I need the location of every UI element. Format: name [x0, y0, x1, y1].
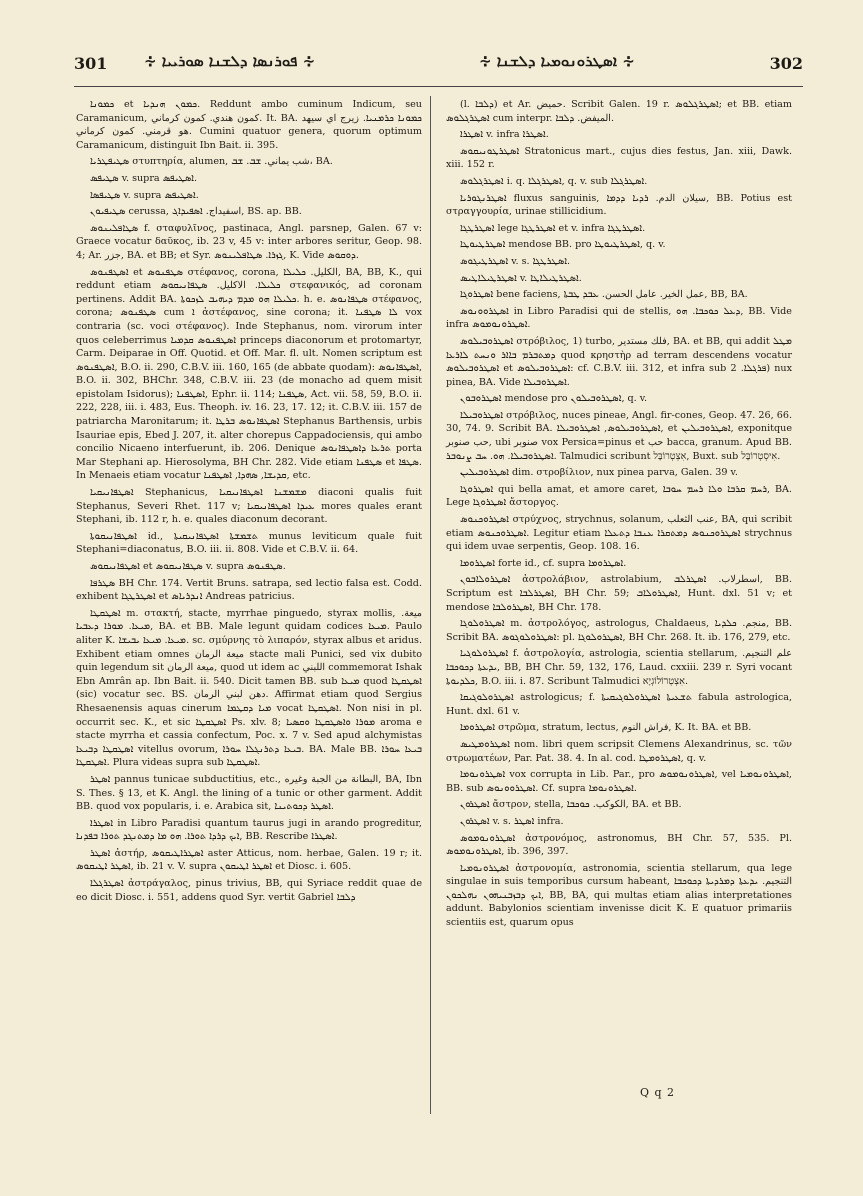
header-rule: [74, 86, 803, 87]
dictionary-entry: ܐܣܛܪܘܒܝܠܐ στρόβιλος, nuces pineae, Angl. fir-cones, Geop. 47. 26, 66. 30, 74. 9. Scribit BA. ܐܣܛܪܘܒܝܠܘܣ, ܐܣܛܪܘܒܝܠܐ, et ܐܣܛܪܘܒܝܠܝܢ, exponitque حب صنوبر, ubi صنوبر vox Persica=pinus et حب bacca, granum. Apud BB. ܐܣܛܪܘܒܝܠܐ. ܗܘ. ܚܒ ܨܢܘܒܪ. Talmudici scribunt אִצְטְרוֹבָּל, Buxt. sub אִיסְטְרוֹבָּל.: [446, 409, 792, 462]
left-page-number: 301: [74, 54, 108, 73]
dictionary-entry: ܐܣܛܪܐ v. infra ܐܣܛܪܐ.: [460, 129, 549, 141]
dictionary-entry: ܐܣܛܪܘܓܐ qui bella amat, et amore caret, ܪܚܡ ܩܪܒܐ ܘܠܐ ܪܚܡ ܚܘܒܐ, BA. Lege ܐܣܛܪܘܓܐ ἄστοργος.: [446, 483, 792, 509]
dictionary-entry: ܣܛܝܦܣ v. supra ܐܣܛܝܦܣ.: [90, 172, 198, 184]
dictionary-entry: ܣܛܐܦܠܝܢܘܣ f. σταφυλῖνος, pastinaca, Angl. parsnep, Galen. 67 v: Graece vocatur δαῦκος, ib. 23 v, 45 v: inter arbores seritur, Geop. 98. 4; Ar. جزر, BA. et BB; et Syr. ܓܙܪܐ. ܣܛܐܦܠܝܢܘܣ, K. Vide ܕܘܩܘܣ.: [76, 222, 422, 261]
dictionary-entry: ܐܣܛܦܐܢܝܩܘܣ et ܣܛܦܐܢܝܩܘܣ v. supra ܣܛܦܢܘܣ.: [90, 561, 286, 572]
dictionary-entry: ܐܣܛܪܘܢܘܡܘܣ ἀστρονόμος, astronomus, BH Chr. 57, 535. Pl. ܐܣܛܪܘܢܘܡܘܣ, ib. 396, 397.: [446, 832, 792, 858]
dictionary-entry: ܐܣܛܪܘܡܐ στρῶμα, stratum, lectus, فراش النوم, K. It. BA. et BB.: [460, 722, 752, 734]
dictionary-entry: ܐܣܛܪܘܡܐ forte id., cf. supra ܐܣܛܪܘܡܐ.: [460, 557, 627, 569]
dictionary-entry: ܐܣܛܦܢܘܣ et ܣܛܦܢܘܣ στέφανος, corona, الكليل. ܟܠܝܠܐ, BA, BB, K., qui reddunt etiam ܟܠܝܠܐ. الاكليل. ܣܛܦܐܢܝܩܘܣ στεφανικός, ad coronam pertinens. Addit BA. ܟܠܝܠܐ ܗܘ ܡܕܡ ܕܝܗܝܒ ܠܙܟܘܬܐ. h. e. ܣܛܦܐܢܘܣ στέφανος, corona; ܣܛܦܢܘܣ cum ܐ ἀστέφανος, sine corona; it. ܠܐ ܣܛܦܢܐ vox contraria (sc. voci στέφανος). Inde Stephanus, nom. virorum inter quos celeberrimus ܐܣܛܦܢܘܣ ܩܕܡܝܐ princeps diaconorum et protomartyr, Carm. Deiparae in Off. Quotid. et Off. Mar. fl. ult. Nomen scriptum est ܐܣܛܦܢܘܣ, B.O. ii. 290, C.B.V. iii. 160, 165 (de abbate quodam): ܐܣܛܦܐܢܘܣ, B.O. ii. 302, BHChr. 348, C.B.V. iii. 23 (de monacho ad quem misit epistolam Isidorus); ܐܣܛܦܢܐ, Ephr. ii. 114; ܣܛܦܢܐ, Act. vii. 58, 59, B.O. ii. 222, 228, iii. i. 483, Eus. Theoph. iv. 16. 23, 17. 12; it. C.B.V. iii. 157 de patriarcha Maronitarum; it. ܐܣܛܦܐܢܘܣ ܒܪܛܐ Stephanus Barthensis, urbis Isauriae epis, Ebed J. 207, it. alter chorepus Cappadociensis, qui ambo concilio Nicaeno interfuerunt, ib. 206. Denique ܬܪܥܐ ܕܐܣܛܦܐܢܘܣ porta Mar Stephani ap. Hierosolyma, BH Chr. 282. Vide etiam ܣܛܦܢܐ et ܣܛܦܐ. In Menaeis etiam vocatur ܩܕܝܫܐ, ܣܗܕܐ, ܐܣܛܦܢܐ, etc.: [76, 266, 423, 482]
dictionary-entry: ܐܣܛܩܛܐ m. στακτή, stacte, myrrhae pinguedo, styrax mollis, ميعة. ܡܝܥܐ. ܡܘܪܐ ܕܥܒܝܐ, BA. et BB. Male legunt quidam codices ܡܝܥܐ. Paulo aliter K. ܡܝܥܐ. ܡܝܥܐ ܝܒܝܫܐ. sc. σμύρνης τὸ λιπαρόν, styrax albus et aridus. Exhibent etiam omnes ميعة الرمان stacte mali Punici, sed vix dubito quin legendum sit ميعة الرمان, quod ut idem ac اللبني commemorat Ishak Ebn Amrân ap. Ibn Bait. ii. 540. Dicit tamen BB. sub ܡܝܥܐ quod ܐܣܛܩܛܐ (sic) vocatur sec. BS. دهن لبني الرمان. Affirmat etiam quod Sergius Rhesaenensis aquas cinerum ܡܝܐ ܕܩܛܡܐ vocat ܐܣܛܩܛܐ. Non nisi in pl. occurrit sec. K., et sic ܐܣܛܩܛܐ Ps. xlv. 8; ܡܘܪܐ ܘܐܣܛܩܛܐ ܘܩܣܝܐ aroma e stacte myrrha et cassia confectum, Poc. x. 7 v. Sed apud alchymistas ܐܣܛܩܛܐ ܕܒܝܥܐ vitellus ovorum, ܒܝܥܐ ܕܬܪܢܓܠܐ ܚܘܪܐ. BA. Male BB. ܒܝܥܐ ܚܘܪܐ ܐܣܛܩܛܐ. Plura videas supra sub ܐܣܛܩܛܐ.: [76, 607, 423, 769]
dictionary-entry: ܐܣܛܪܘܠܘܓܐ m. ἀστρολόγος, astrologus, Chaldaeus, منجم. ܟܠܕܝܐ, BB. Scribit BA. ܐܣܛܪܘܠܘܓܘܣ: pl. ܐܣܛܪܘܠܘܓܐ, BH Chr. 268. It. ib. 176, 279, etc.: [446, 618, 793, 643]
dictionary-entry: ܐܣܛܪܛܘܢܝܩܘܣ Stratonicus mart., cujus dies festus, Jan. xiii, Dawk. xiii. 152 r.: [446, 145, 792, 171]
dictionary-entry: ܐܣܛܪܘܢ v. s. ܐܣܛܪ infra.: [460, 815, 564, 827]
dictionary-entry: ܣܛܝܦܛܪܝܐ στυπτηρία, alumen, شب يماني. ܫܒ. ܫܒ، BA.: [90, 156, 333, 168]
dictionary-entry: ܐܣܛܪܘܢܘܡܝܐ ἀστρονομία, astronomia, scientia stellarum, qua lege singulae in suis temporibus cursum habeant, التنجيم. ܝܕܥܬܐ ܕܡܪܕܝܬܐ ܕܟܘܟܒܐ ܐܝܟ ܕܒܙܒܢܝܗܘܢ ܢܗܠܟܘܢ, BB, BA, qui multas etiam alias interpretationes addunt. Babylonios scientiam invenisse dicit K. E quatuor primariis scientiis est, quarum opus: [446, 862, 792, 929]
dictionary-entry: ܣܛܪܦܐ BH Chr. 174. Vertit Bruns. satrapa, sed lectio falsa est. Codd. exhibent ܐܣܛܪܛܓܐ et ܐܢܕܪܝܐܣ Andreas patricius.: [76, 577, 422, 603]
dictionary-entry: ܐܣܛܪܘܘܢܘܣ in Libro Paradisi qui de stellis, ܕܥܠ ܟܘܟܒܐ. ܗܘ, BB. Vide infra ܐܣܛܪܘܢܘܡܘܣ.: [446, 305, 792, 331]
dictionary-entry: ܐܣܛܪܓܠܘܣ i. q. ܐܣܛܪܓܠܐ, q. v. sub ܐܣܛܪܓܠܐ.: [460, 175, 648, 187]
dictionary-entry: ܐܣܛܪܘܠܘܓܝܐ f. ἀστρολογία, astrologia, scientia stellarum, علم التنجيم. ܝܕܥܬܐ ܕܟܘܟܒܐ, BB, BH Chr. 59, 132, 176, Laud. cxxiii. 239 r. Syri vocant ܟܠܕܝܘܬܐ, B.O. iii. i. 87. Scribunt Talmudici אִצְטְרוֹלוֹגְיָא.: [446, 648, 793, 687]
dictionary-entry: ܐܣܛܪ ἀστήρ, ܐܣܛܪܐܛܝܩܘܣ aster Atticus, nom. herbae, Galen. 19 r; it. ܐܣܛܪ ܐܛܝܩܘܣ, ib. 21 v. V. supra ܐܣܛܪ ܐܛܝܩܘܢ et Diosc. i. 605.: [76, 847, 422, 873]
dictionary-entry: ܐܣܛܪܘܒܝܠܝܢ dim. στροβίλιον, nux pinea parva, Galen. 39 v.: [460, 467, 738, 479]
dictionary-entry: ܐܣܛܪܘܟܢܘܣ στρύχνος, strychnus, solanum, عنب الثعلب, BA, qui scribit etiam ܐܣܛܪܘܟܢܘܣ. Legitur etiam ܐܣܛܪܘܟܢܘܣ ܕܡܬܩܪܐ ܥܢܒܐ ܕܬܥܠܐ strychnus qui idem uvae serpentis, Geop. 108. 16.: [446, 514, 793, 553]
dictionary-entry: ܐܣܛܪܘܒܘܢ mendose pro ܐܣܛܪܘܒܝܠܘܢ, q. v.: [460, 393, 648, 405]
dictionary-entry: ܣܛܝܦܝܘܢ cerussa, اسفيداج. ܐܣܦܝܕܐܓ, BS. ap. BB.: [90, 206, 302, 218]
dictionary-entry: (l. ܕܠܒܐ) et Ar. حميض. Scribit Galen. 19 r. ܐܣܛܪܓܠܘܣ; et BB. etiam ܐܣܛܪܓܠܘܣ cum interpr. الميفض. ܕܠܒܐ.: [446, 99, 792, 124]
column-divider: [430, 96, 431, 1114]
dictionary-entry: ܐܣܛܪܘܡܛܝܣ nom. libri quem scripsit Clemens Alexandrinus, sc. τῶν στρωματέων, Par. Pat. 38. 4. In al. cod. ܐܣܛܪܘܡܛܐ, q. v.: [446, 738, 792, 764]
dictionary-entry: ܐܣܛܪܛܓܐ lege ܐܣܛܪܛܓܐ et v. infra ܐܣܛܪܛܓܐ.: [460, 222, 646, 234]
dictionary-entry: ܐܣܛܪܛܝܠܐܛܝܣ v. ܐܣܛܪܛܝܠܐܛܐ.: [460, 272, 582, 284]
dictionary-entry: ܐܣܛܪܛܝܓܘܣ v. s. ܐܣܛܪܛܓܐ.: [460, 255, 571, 267]
right-page-number: 302: [769, 54, 803, 73]
dictionary-entry: ܐܣܛܪܓܠܐ ἀστράγαλος, pinus trivius, BB, qui Syriace reddit quae de eo dicit Diosc. i. 551, addens quod Syr. vertit Gabriel ܕܠܒܐ: [76, 878, 422, 903]
dictionary-entry: ܐܣܛܪܘܒܝܠܘܣ στρόβιλος, 1) turbo, فلك مستدير, BA. et BB, qui addit ܡܛܠ ܕܡܬܒܪܡ ܒܐܐܪ ܘܢܚܬ ܠܐܪܥܐ quod κρηστὴρ ad terram descendens vocatur ܐܣܛܪܘܒܝܠܘܣ et ܐܣܛܪܘܒܝܠܘܣ: cf. C.B.V. iii. 312, et infra sub ܦܪܓܠܐ. 2) nux pinea, BA. Vide ܐܣܛܪܘܒܝܠܐ.: [446, 335, 792, 388]
dictionary-entry: ܐܣܛܦܐܢܝܩܘܬܐ id., ܬܫܡܫܬܐ ܐܣܛܦܐܢܝܩܝܬܐ munus leviticum quale fuit Stephani=diaconatus, B.O. iii. ii. 808. Vide et C.B.V. ii. 64.: [76, 530, 422, 556]
dictionary-entry: ܐܣܛܦܐܢܝܩܝܐ Stephanicus, ܡܫܡܫܢܐ ܐܣܛܦܐܢܝܩܝܐ diaconi qualis fuit Stephanus, Severi Rhet. 117 v; ܥܝܕܐ ܐܣܛܦܐܢܝܩܝܐ mores quales erant Stephani, ib. 112 r, h. e. quales diaconum decorant.: [76, 487, 423, 526]
right-column: [446, 98, 792, 933]
dictionary-entry: ܐܣܛܪܛܝܘܛܐ mendose BB. pro ܐܣܛܪܛܝܘܛܐ, q. v.: [460, 239, 666, 251]
dictionary-entry: ܐܣܛܪܘܓܐ bene faciens, عمل الخير. عامل الحسن. ܥܒܕ ܛܒܬܐ, BB, BA.: [460, 289, 748, 301]
page-header: [74, 52, 803, 78]
dictionary-entry: ܐܣܛܪܐ in Libro Paradisi quantum taurus jugi in arando progreditur, ܐܝܟ ܕܪܕܐ ܬܘܪܐ. ܗܘ ܡܐ ܕܡܬܢܓܕ ܬܘܪܐ ܒܦܕܢܐ, BB. Rescribe ܐܣܛܪܐ.: [76, 817, 422, 843]
dictionary-entry: ܐܣܛܪ pannus tunicae subductitius, etc., البطانة من الجبة وغيره, BA, Ibn S. Thes. § 13, et K. Angl. the lining of a tunic or other garment. Addit BB. quod vox popularis, i. e. Arabica sit, ܐܣܛܪ ܕܟܘܬܝܢܐ.: [76, 773, 422, 813]
left-running-title: ∻ ܦܘܪܢܣܐ ܕܠܫܢܐ ܣܘܪܝܝܐ ∻: [144, 52, 316, 70]
left-column: [76, 98, 422, 907]
dictionary-entry: ܣܛܝܦܣܐ v. supra ܐܣܛܝܦܣ.: [90, 189, 199, 201]
dictionary-entry: ܟܡܘܢܐ et ܟܡܘܢ ܗܢܕܝܐ. Reddunt ambo cuminum Indicum, seu Caramanicum, كمون هندي. كمون كرماني. It. BA. ܟܡܘܢܐ ܟܪܡܢܝܐ. زيرج اي سيهد هو قرمني. كمون كرماني. Cumini quatuor genera, quorum optimum Caramanicum, distinguit Ibn Bait. ii. 395.: [76, 99, 423, 151]
dictionary-entry: ܐܣܛܪܘܠܐܒܘܢ ἀστρολάβιον, astrolabium, اسطرلاب. ܐܣܛܪܠܒ, BB. Scriptum est ܐܣܛܪܠܒܐ, BH Chr. 59; ܐܣܛܪܘܠܐܒ, Hunt. dxl. 51 v; et mendose ܐܣܛܪܘܠܒܐ, BH Chr. 178.: [446, 574, 793, 613]
dictionary-entry: ܐܣܛܪܘܠܘܓܝܩܐ astrologicus; f. ܬܫܥܝܬܐ ܐܣܛܪܘܠܘܓܝܩܝܬܐ fabula astrologica, Hunt. dxl. 61 v.: [446, 692, 793, 717]
dictionary-entry: ܐܣܛܪܘܢܘܡܐ vox corrupta in Lib. Par., pro ܐܣܛܪܘܢܘܡܘܣ, vel ܐܣܛܪܘܢܘܡܝܐ, BB. sub ܐܣܛܪܘܘܢܘܣ. Cf. supra ܐܣܛܪܘܢܘܡܐ.: [446, 769, 792, 794]
dictionary-entry: ܐܣܛܪܘܢ ἄστρον, stella, الكوكب. ܟܘܟܒܐ, BA. et BB.: [460, 799, 682, 811]
right-running-title: ∻ ܐܣܛܪܘܢܘܡܝܐ ܕܠܫܢܐ ∻: [479, 52, 635, 70]
dictionary-entry: ܐܣܛܪܢܓܘܪܝܐ fluxus sanguinis, سيلان الدم. ܪܕܝܐ ܕܕܡܐ, BB. Potius est στραγγουρία, urinae stillicidium.: [446, 192, 792, 218]
signature-mark: Q q 2: [640, 1086, 676, 1099]
